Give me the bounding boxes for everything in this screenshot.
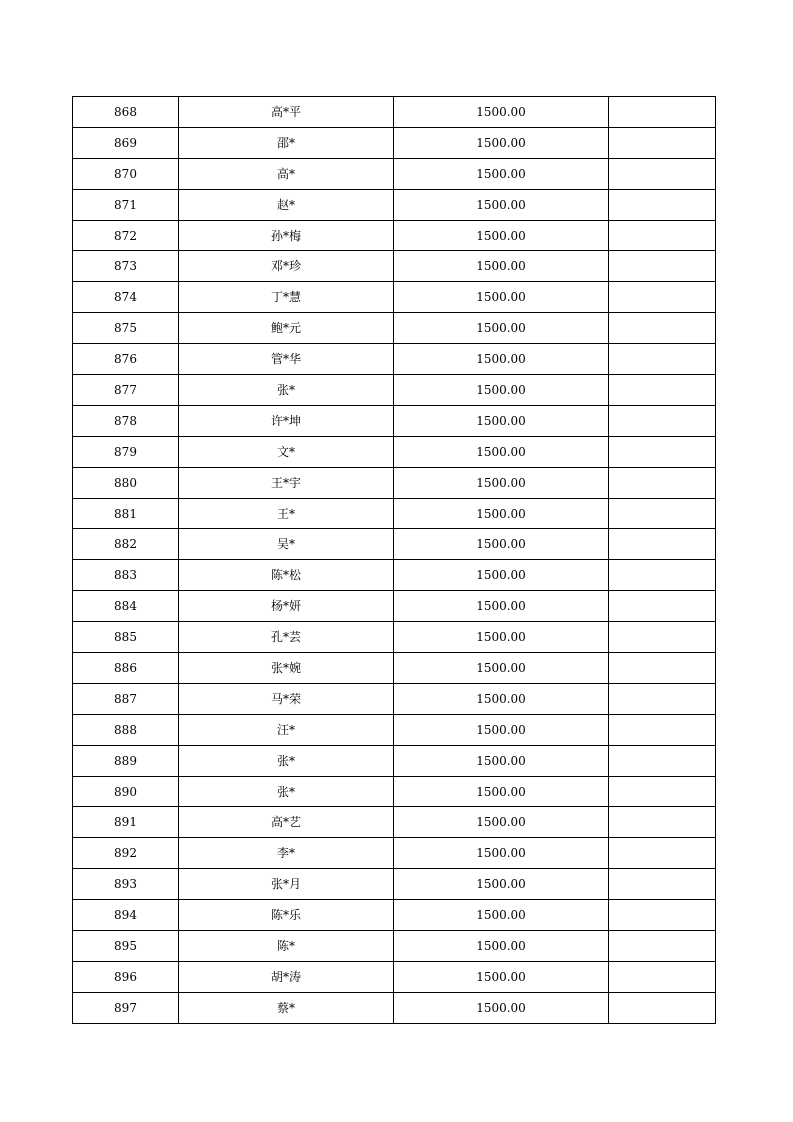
row-number-cell: 880 bbox=[73, 467, 179, 498]
note-cell bbox=[609, 344, 716, 375]
note-cell bbox=[609, 498, 716, 529]
note-cell bbox=[609, 189, 716, 220]
amount-cell: 1500.00 bbox=[394, 375, 609, 406]
table-row bbox=[73, 807, 716, 838]
table-row bbox=[73, 900, 716, 931]
amount-cell: 1500.00 bbox=[394, 560, 609, 591]
table-row bbox=[73, 560, 716, 591]
note-cell bbox=[609, 900, 716, 931]
note-cell bbox=[609, 776, 716, 807]
row-number-cell: 882 bbox=[73, 529, 179, 560]
row-number-cell: 878 bbox=[73, 405, 179, 436]
amount-cell: 1500.00 bbox=[394, 189, 609, 220]
table-row bbox=[73, 405, 716, 436]
amount-cell: 1500.00 bbox=[394, 653, 609, 684]
table-row bbox=[73, 653, 716, 684]
table-row bbox=[73, 282, 716, 313]
amount-cell: 1500.00 bbox=[394, 313, 609, 344]
amount-cell: 1500.00 bbox=[394, 869, 609, 900]
amount-cell: 1500.00 bbox=[394, 807, 609, 838]
note-cell bbox=[609, 714, 716, 745]
name-cell: 汪* bbox=[179, 714, 394, 745]
name-cell: 李* bbox=[179, 838, 394, 869]
note-cell bbox=[609, 622, 716, 653]
row-number-cell: 891 bbox=[73, 807, 179, 838]
row-number-cell: 890 bbox=[73, 776, 179, 807]
name-cell: 邵* bbox=[179, 127, 394, 158]
table-row bbox=[73, 745, 716, 776]
table-row bbox=[73, 529, 716, 560]
amount-cell: 1500.00 bbox=[394, 251, 609, 282]
note-cell bbox=[609, 838, 716, 869]
row-number-cell: 893 bbox=[73, 869, 179, 900]
row-number-cell: 889 bbox=[73, 745, 179, 776]
row-number-cell: 892 bbox=[73, 838, 179, 869]
name-cell: 张*婉 bbox=[179, 653, 394, 684]
row-number-cell: 884 bbox=[73, 591, 179, 622]
amount-cell: 1500.00 bbox=[394, 282, 609, 313]
note-cell bbox=[609, 405, 716, 436]
row-number-cell: 896 bbox=[73, 961, 179, 992]
row-number-cell: 888 bbox=[73, 714, 179, 745]
name-cell: 许*坤 bbox=[179, 405, 394, 436]
note-cell bbox=[609, 436, 716, 467]
amount-cell: 1500.00 bbox=[394, 591, 609, 622]
note-cell bbox=[609, 869, 716, 900]
row-number-cell: 894 bbox=[73, 900, 179, 931]
note-cell bbox=[609, 220, 716, 251]
name-cell: 胡*涛 bbox=[179, 961, 394, 992]
note-cell bbox=[609, 591, 716, 622]
note-cell bbox=[609, 529, 716, 560]
note-cell bbox=[609, 961, 716, 992]
amount-cell: 1500.00 bbox=[394, 436, 609, 467]
name-cell: 丁*慧 bbox=[179, 282, 394, 313]
row-number-cell: 879 bbox=[73, 436, 179, 467]
row-number-cell: 872 bbox=[73, 220, 179, 251]
table-row bbox=[73, 992, 716, 1023]
amount-cell: 1500.00 bbox=[394, 622, 609, 653]
table-row bbox=[73, 189, 716, 220]
amount-cell: 1500.00 bbox=[394, 220, 609, 251]
note-cell bbox=[609, 560, 716, 591]
row-number-cell: 873 bbox=[73, 251, 179, 282]
row-number-cell: 881 bbox=[73, 498, 179, 529]
amount-cell: 1500.00 bbox=[394, 158, 609, 189]
note-cell bbox=[609, 807, 716, 838]
row-number-cell: 870 bbox=[73, 158, 179, 189]
table-row bbox=[73, 436, 716, 467]
note-cell bbox=[609, 683, 716, 714]
table-row bbox=[73, 622, 716, 653]
amount-cell: 1500.00 bbox=[394, 776, 609, 807]
amount-cell: 1500.00 bbox=[394, 961, 609, 992]
table-row bbox=[73, 251, 716, 282]
note-cell bbox=[609, 375, 716, 406]
amount-cell: 1500.00 bbox=[394, 498, 609, 529]
note-cell bbox=[609, 97, 716, 128]
note-cell bbox=[609, 653, 716, 684]
table-row bbox=[73, 714, 716, 745]
row-number-cell: 877 bbox=[73, 375, 179, 406]
table-row bbox=[73, 158, 716, 189]
row-number-cell: 887 bbox=[73, 683, 179, 714]
note-cell bbox=[609, 931, 716, 962]
name-cell: 高*平 bbox=[179, 97, 394, 128]
name-cell: 邓*珍 bbox=[179, 251, 394, 282]
table-row bbox=[73, 97, 716, 128]
note-cell bbox=[609, 313, 716, 344]
note-cell bbox=[609, 467, 716, 498]
name-cell: 马*荣 bbox=[179, 683, 394, 714]
amount-cell: 1500.00 bbox=[394, 344, 609, 375]
name-cell: 吴* bbox=[179, 529, 394, 560]
row-number-cell: 897 bbox=[73, 992, 179, 1023]
amount-cell: 1500.00 bbox=[394, 683, 609, 714]
name-cell: 鲍*元 bbox=[179, 313, 394, 344]
row-number-cell: 869 bbox=[73, 127, 179, 158]
note-cell bbox=[609, 127, 716, 158]
name-cell: 蔡* bbox=[179, 992, 394, 1023]
name-cell: 王* bbox=[179, 498, 394, 529]
name-cell: 张*月 bbox=[179, 869, 394, 900]
note-cell bbox=[609, 992, 716, 1023]
amount-cell: 1500.00 bbox=[394, 97, 609, 128]
table-row bbox=[73, 776, 716, 807]
payment-table bbox=[72, 96, 716, 1024]
payment-table-body bbox=[73, 97, 716, 1024]
note-cell bbox=[609, 158, 716, 189]
table-row bbox=[73, 683, 716, 714]
amount-cell: 1500.00 bbox=[394, 931, 609, 962]
name-cell: 陈* bbox=[179, 931, 394, 962]
name-cell: 杨*妍 bbox=[179, 591, 394, 622]
note-cell bbox=[609, 251, 716, 282]
table-row bbox=[73, 869, 716, 900]
amount-cell: 1500.00 bbox=[394, 127, 609, 158]
amount-cell: 1500.00 bbox=[394, 838, 609, 869]
table-row bbox=[73, 467, 716, 498]
table-row bbox=[73, 838, 716, 869]
row-number-cell: 876 bbox=[73, 344, 179, 375]
name-cell: 张* bbox=[179, 776, 394, 807]
name-cell: 孔*芸 bbox=[179, 622, 394, 653]
name-cell: 高*艺 bbox=[179, 807, 394, 838]
table-row bbox=[73, 961, 716, 992]
amount-cell: 1500.00 bbox=[394, 992, 609, 1023]
name-cell: 陈*乐 bbox=[179, 900, 394, 931]
note-cell bbox=[609, 745, 716, 776]
amount-cell: 1500.00 bbox=[394, 529, 609, 560]
name-cell: 管*华 bbox=[179, 344, 394, 375]
note-cell bbox=[609, 282, 716, 313]
row-number-cell: 895 bbox=[73, 931, 179, 962]
row-number-cell: 885 bbox=[73, 622, 179, 653]
amount-cell: 1500.00 bbox=[394, 714, 609, 745]
table-row bbox=[73, 591, 716, 622]
name-cell: 孙*梅 bbox=[179, 220, 394, 251]
name-cell: 赵* bbox=[179, 189, 394, 220]
amount-cell: 1500.00 bbox=[394, 467, 609, 498]
row-number-cell: 871 bbox=[73, 189, 179, 220]
table-row bbox=[73, 931, 716, 962]
table-row bbox=[73, 375, 716, 406]
row-number-cell: 874 bbox=[73, 282, 179, 313]
row-number-cell: 868 bbox=[73, 97, 179, 128]
table-row bbox=[73, 344, 716, 375]
name-cell: 高* bbox=[179, 158, 394, 189]
row-number-cell: 875 bbox=[73, 313, 179, 344]
table-row bbox=[73, 220, 716, 251]
row-number-cell: 886 bbox=[73, 653, 179, 684]
name-cell: 张* bbox=[179, 375, 394, 406]
name-cell: 王*宇 bbox=[179, 467, 394, 498]
amount-cell: 1500.00 bbox=[394, 900, 609, 931]
table-row bbox=[73, 498, 716, 529]
table-row bbox=[73, 313, 716, 344]
table-row bbox=[73, 127, 716, 158]
amount-cell: 1500.00 bbox=[394, 745, 609, 776]
name-cell: 陈*松 bbox=[179, 560, 394, 591]
name-cell: 文* bbox=[179, 436, 394, 467]
name-cell: 张* bbox=[179, 745, 394, 776]
amount-cell: 1500.00 bbox=[394, 405, 609, 436]
row-number-cell: 883 bbox=[73, 560, 179, 591]
